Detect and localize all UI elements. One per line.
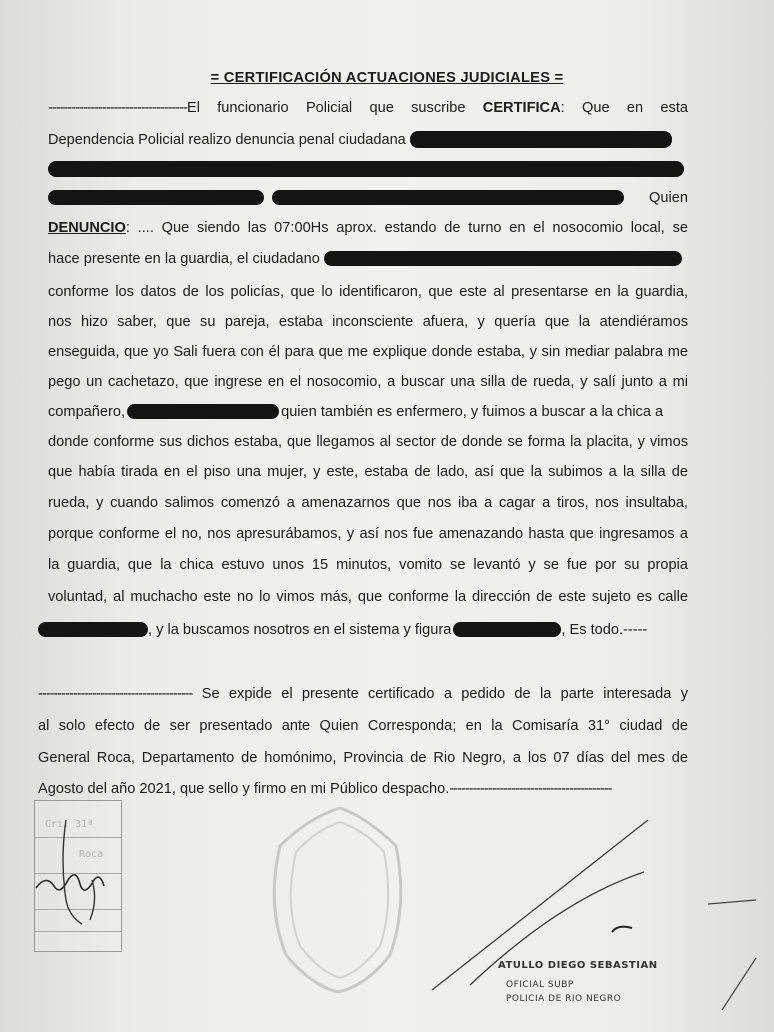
body-line: que había tirada en el piso una mujer, y este, estaba de lado, así que la subimos a la silla de [48, 464, 688, 480]
body-line: nos hizo saber, que su pareja, estaba inconsciente afuera, y quería que la atendiéramos [48, 314, 688, 330]
body-line: enseguida, que yo Sali fuera con él para que me explique donde estaba, y sin mediar palabra me [48, 344, 688, 360]
quien-line: Quien [48, 188, 688, 208]
body-line: la guardia, que la chica estuvo unos 15 minutos, vomito se levantó y se fue por su propia [48, 557, 688, 573]
signature-unit: POLICIA DE RIO NEGRO [506, 994, 622, 1004]
denuncio-line: DENUNCIO: .... Que siendo las 07:00Hs aprox. estando de turno en el nosocomio local, se [48, 220, 688, 236]
certifica-line: ------------------------------------El funcionario Policial que suscribe CERTIFICA: Que en esta [48, 100, 688, 116]
stamp-box-text: Cri. 31ª [45, 819, 94, 830]
document-title: = CERTIFICACIÓN ACTUACIONES JUDICIALES = [210, 70, 564, 86]
body-line: voluntad, al muchacho este no lo vimos más, que conforme la dirección de este sujeto es calle [48, 589, 688, 605]
body-line: donde conforme sus dichos estaba, que llegamos al sector de donde se forma la placita, y vimos [48, 434, 688, 450]
official-seal-inner [291, 822, 388, 978]
official-seal [274, 808, 401, 992]
signature-stroke [612, 927, 632, 932]
es-todo-line: , y la buscamos nosotros en el sistema y figura , Es todo.----- [38, 620, 678, 640]
body-line: conforme los datos de los policías, que lo identificaron, que este al presentarse en la guardia, [48, 284, 688, 300]
denuncia-line: Dependencia Policial realizo denuncia penal ciudadana [48, 130, 688, 150]
signature-name: ATULLO DIEGO SEBASTIAN [498, 960, 658, 971]
signature-rank: OFICIAL SUBP [506, 980, 574, 990]
body-line: General Roca, Departamento de homónimo, Provincia de Rio Negro, a los 07 días del mes de [38, 750, 688, 766]
signature-stroke [708, 900, 756, 904]
handwritten-stroke [63, 820, 82, 924]
ciudadano-line: hace presente en la guardia, el ciudadano [48, 249, 688, 269]
body-line: al solo efecto de ser presentado ante Quien Corresponda; en la Comisaría 31° ciudad de [38, 718, 688, 734]
certifica-label: CERTIFICA [482, 100, 561, 116]
body-line: rueda, y cuando salimos comenzó a amenazarnos que nos iba a cagar a tiros, nos insultaba, [48, 495, 688, 511]
final-line: Agosto del año 2021, que sello y firmo en mi Público despacho.------------------------------------------ [38, 781, 612, 797]
expide-line: ---------------------------------------- Se expide el presente certificado a pedido de la parte interesada y [38, 686, 688, 702]
body-line: pego un cachetazo, que ingrese en el nosocomio, a buscar una silla de rueda, y salí junto a mi [48, 374, 688, 390]
stamp-box-text: Roca [79, 849, 104, 860]
signature-stroke [722, 958, 756, 1010]
denuncio-label: DENUNCIO [48, 220, 126, 236]
body-line: porque conforme el no, nos apresurábamos, y así nos fue amenazando hasta que ingresamos a [48, 526, 688, 542]
companero-line: compañero, quien también es enfermero, y fuimos a buscar a la chica a [48, 404, 664, 420]
